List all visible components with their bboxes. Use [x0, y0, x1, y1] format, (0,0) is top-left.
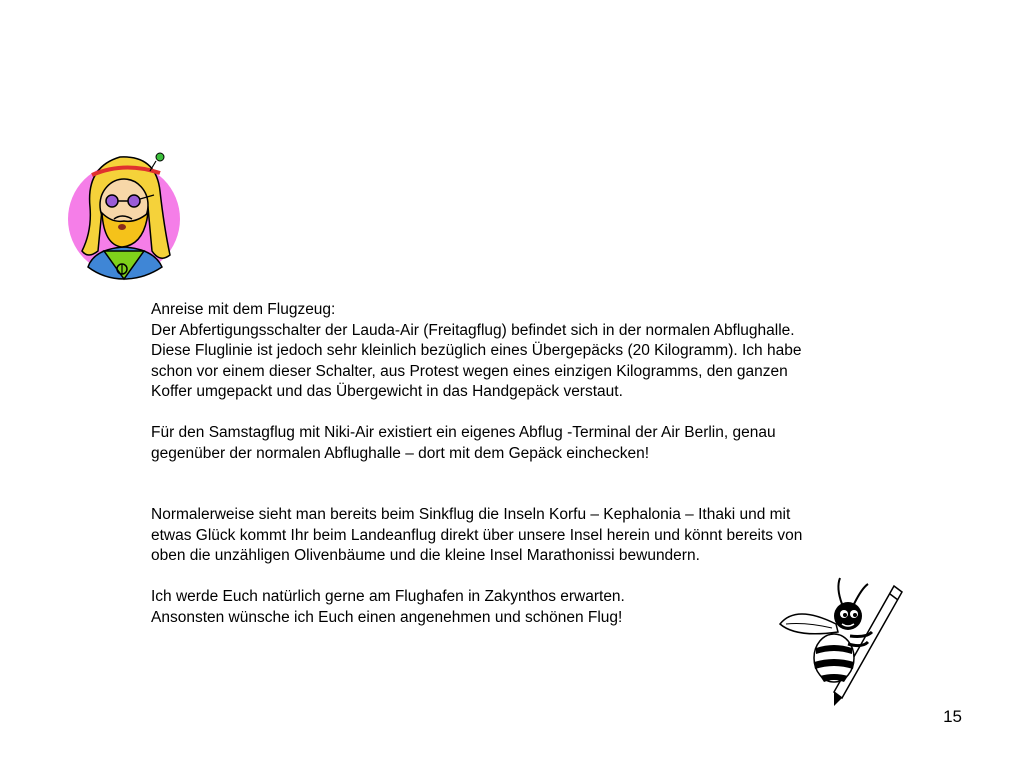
paragraph-line: Normalerweise sieht man bereits beim Sinkflug die Inseln Korfu – Kephalonia – Ithaki und mit	[151, 506, 791, 523]
paragraph-line: Diese Fluglinie ist jedoch sehr kleinlich bezüglich eines Übergepäcks (20 Kilogramm). Ich habe	[151, 342, 802, 359]
paragraph-line: Der Abfertigungsschalter der Lauda-Air (Freitagflug) befindet sich in der normalen Abflughalle.	[151, 321, 795, 339]
spacer	[151, 403, 891, 424]
paragraph-line: oben die unzähligen Olivenbäume und die kleine Insel Marathonissi bewundern.	[151, 547, 700, 564]
bee-with-pencil-icon	[776, 574, 906, 710]
page-number: 15	[943, 707, 962, 726]
paragraph-line: Koffer umgepackt und das Übergewicht in das Handgepäck verstaut.	[151, 383, 623, 400]
hippie-clipart-icon	[64, 147, 184, 283]
slide-heading: Anreise mit dem Flugzeug:	[151, 301, 336, 318]
closing-line: Ansonsten wünsche ich Euch einen angenehmen und schönen Flug!	[151, 608, 623, 626]
paragraph-line: gegenüber der normalen Abflughalle – dort mit dem Gepäck einchecken!	[151, 444, 650, 462]
paragraph-line: schon vor einem dieser Schalter, aus Protest wegen eines einzigen Kilogramms, den ganzen	[151, 362, 788, 380]
paragraph-line: etwas Glück kommt Ihr beim Landeanflug direkt über unsere Insel herein und könnt bereits von	[151, 526, 803, 544]
spacer	[151, 464, 891, 505]
paragraph-line: Für den Samstagflug mit Niki-Air existiert ein eigenes Abflug -Terminal der Air Berlin, genau	[151, 424, 776, 441]
closing-line: Ich werde Euch natürlich gerne am Flughafen in Zakynthos erwarten.	[151, 588, 625, 605]
